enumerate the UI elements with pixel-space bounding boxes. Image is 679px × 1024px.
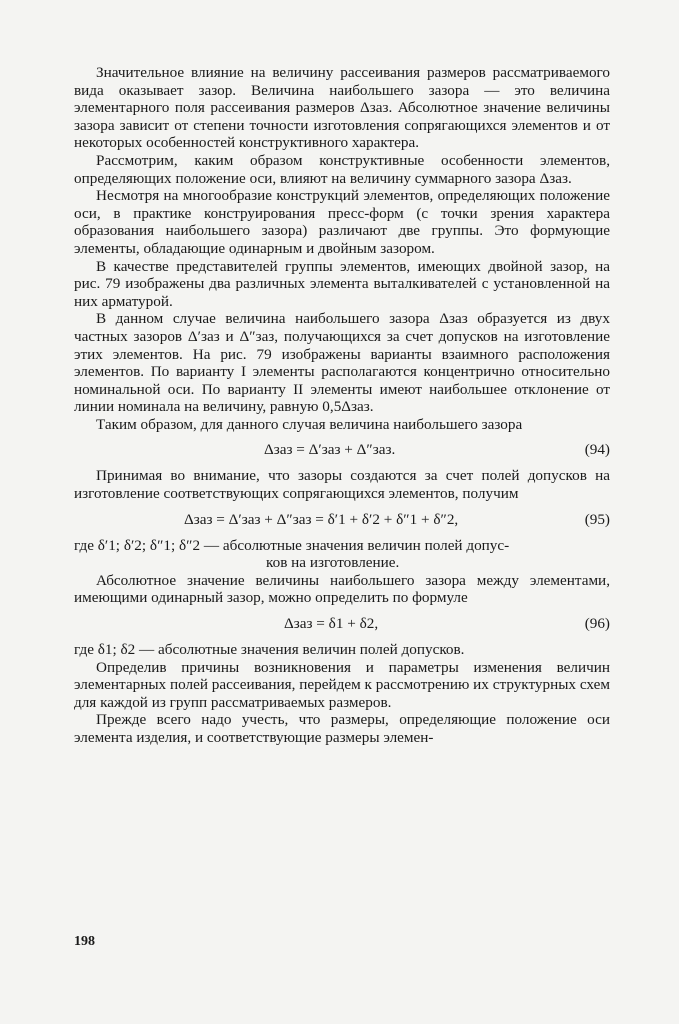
formula-96-expression: Δзаз = δ1 + δ2, [284,615,379,633]
paragraph-7: Принимая во внимание, что зазоры создаются за счет полей допусков на изготовление соответствующих сопрягающихся элементов, получим [74,467,610,503]
paragraph-12: Прежде всего надо учесть, что размеры, определяющие положение оси элемента изделия, и соответствующие размеры элемен- [74,711,610,746]
paragraph-9: Абсолютное значение величины наибольшего зазора между элементами, имеющими одинарный зазор, можно определить по формуле [74,571,610,607]
formula-95-legend [74,537,610,572]
formula-94-expression: Δзаз = Δ′заз + Δ″заз. [264,441,396,459]
formula-95-legend-line1: где δ′1; δ′2; δ″1; δ″2 — абсолютные значения величин полей допус- [74,536,510,554]
paragraph-5: В данном случае величина наибольшего зазора Δзаз образуется из двух частных зазоров Δ′заз и Δ″заз, получающихся за счет допусков на изготовление этих элементов. На рис. 79 изображены варианты взаимного расположения элементов. По варианту I элементы располагаются концентрично относительно номинальной оси. По варианту II элементы имеют наибольшее отклонение от линии номинала на величину, равную 0,5Δзаз. [74,310,610,416]
formula-95 [74,503,610,537]
page-number: 198 [74,934,95,949]
formula-95-expression: Δзаз = Δ′заз + Δ″заз = δ′1 + δ′2 + δ″1 + δ″2, [184,510,459,528]
formula-95-number: (95) [584,510,610,528]
formula-94-number: (94) [584,441,610,459]
paragraph-2: Рассмотрим, каким образом конструктивные особенности элементов, определяющих положение оси, влияют на величину суммарного зазора Δзаз. [74,151,610,187]
formula-94 [74,433,610,467]
paragraph-6: Таким образом, для данного случая величина наибольшего зазора [96,415,523,433]
formula-96-number: (96) [584,615,610,633]
paragraph-4: В качестве представителей группы элементов, имеющих двойной зазор, на рис. 79 изображены два различных элемента выталкивателей с установленной на них арматурой. [74,257,610,310]
paragraph-1: Значительное влияние на величину рассеивания размеров рассматриваемого вида оказывает зазор. Величина наибольшего зазора — это величина элементарного поля рассеивания размеров Δзаз. Абсолютное значение величины зазора зависит от степени точности изготовления сопрягающихся элементов и от некоторых особенностей конструктивного характера. [74,64,610,152]
paragraph-3: Несмотря на многообразие конструкций элементов, определяющих положение оси, в практике конструирования пресс-форм (с точки зрения характера образования наибольшего зазора) различают две группы. Это формующие элементы, обладающие одинарным и двойным зазором. [74,187,610,257]
body-text [74,64,610,747]
formula-96-legend: где δ1; δ2 — абсолютные значения величин полей допусков. [74,641,465,659]
formula-96 [74,607,610,641]
paragraph-11: Определив причины возникновения и параметры изменения величин элементарных полей рассеивания, перейдем к рассмотрению их структурных схем для каждой из групп рассматриваемых размеров. [74,658,610,711]
formula-95-legend-line2: ков на изготовление. [266,554,400,572]
